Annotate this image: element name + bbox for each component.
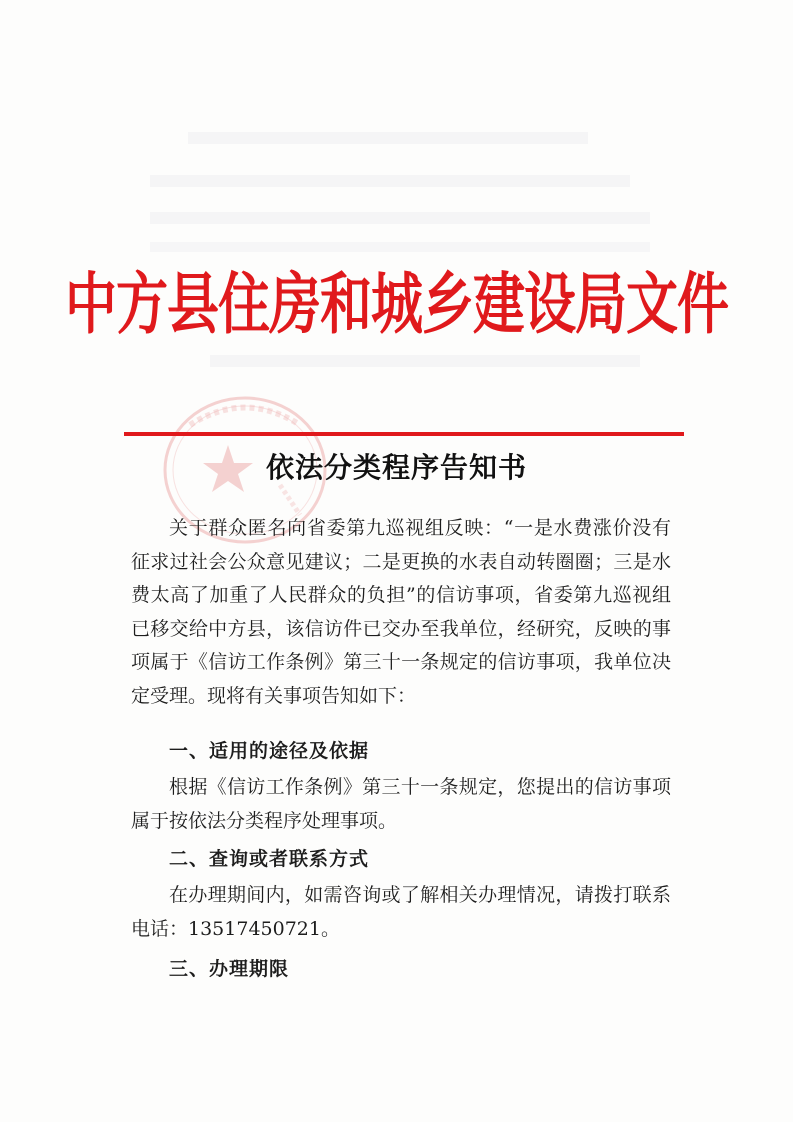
body-intro-block <box>131 512 671 713</box>
show-through-line <box>188 132 588 144</box>
show-through-line <box>210 355 640 367</box>
section2-body: 在办理期间内，如需咨询或了解相关办理情况，请拨打联系电话：13517450721。 <box>131 884 671 940</box>
section1-block <box>131 735 671 769</box>
letterhead-red-rule <box>124 432 684 436</box>
section3-block <box>131 953 671 987</box>
section2-body-block <box>131 879 671 946</box>
section1-heading: 一、适用的途径及依据 <box>169 740 370 762</box>
section2-heading: 二、查询或者联系方式 <box>169 848 370 870</box>
intro-paragraph: 关于群众匿名向省委第九巡视组反映：“一是水费涨价没有征求过社会公众意见建议；二是更换的水表自动转圈圈；三是水费太高了加重了人民群众的负担”的信访事项，省委第九巡视组已移交给中方县，该信访件已交办至我单位，经研究，反映的事项属于《信访工作条例》第三十一条规定的信访事项，我单位决定受理。现将有关事项告知如下： <box>131 517 671 707</box>
document-title: 依法分类程序告知书 <box>265 451 527 484</box>
section1-body-block <box>131 771 671 838</box>
letterhead-title: 中方县住房和城乡建设局文件 <box>64 265 728 344</box>
section1-body: 根据《信访工作条例》第三十一条规定，您提出的信访事项属于按依法分类程序处理事项。 <box>131 776 671 832</box>
show-through-line <box>150 212 650 224</box>
section3-heading: 三、办理期限 <box>169 958 290 980</box>
section2-block <box>131 843 671 877</box>
show-through-line <box>150 175 630 187</box>
